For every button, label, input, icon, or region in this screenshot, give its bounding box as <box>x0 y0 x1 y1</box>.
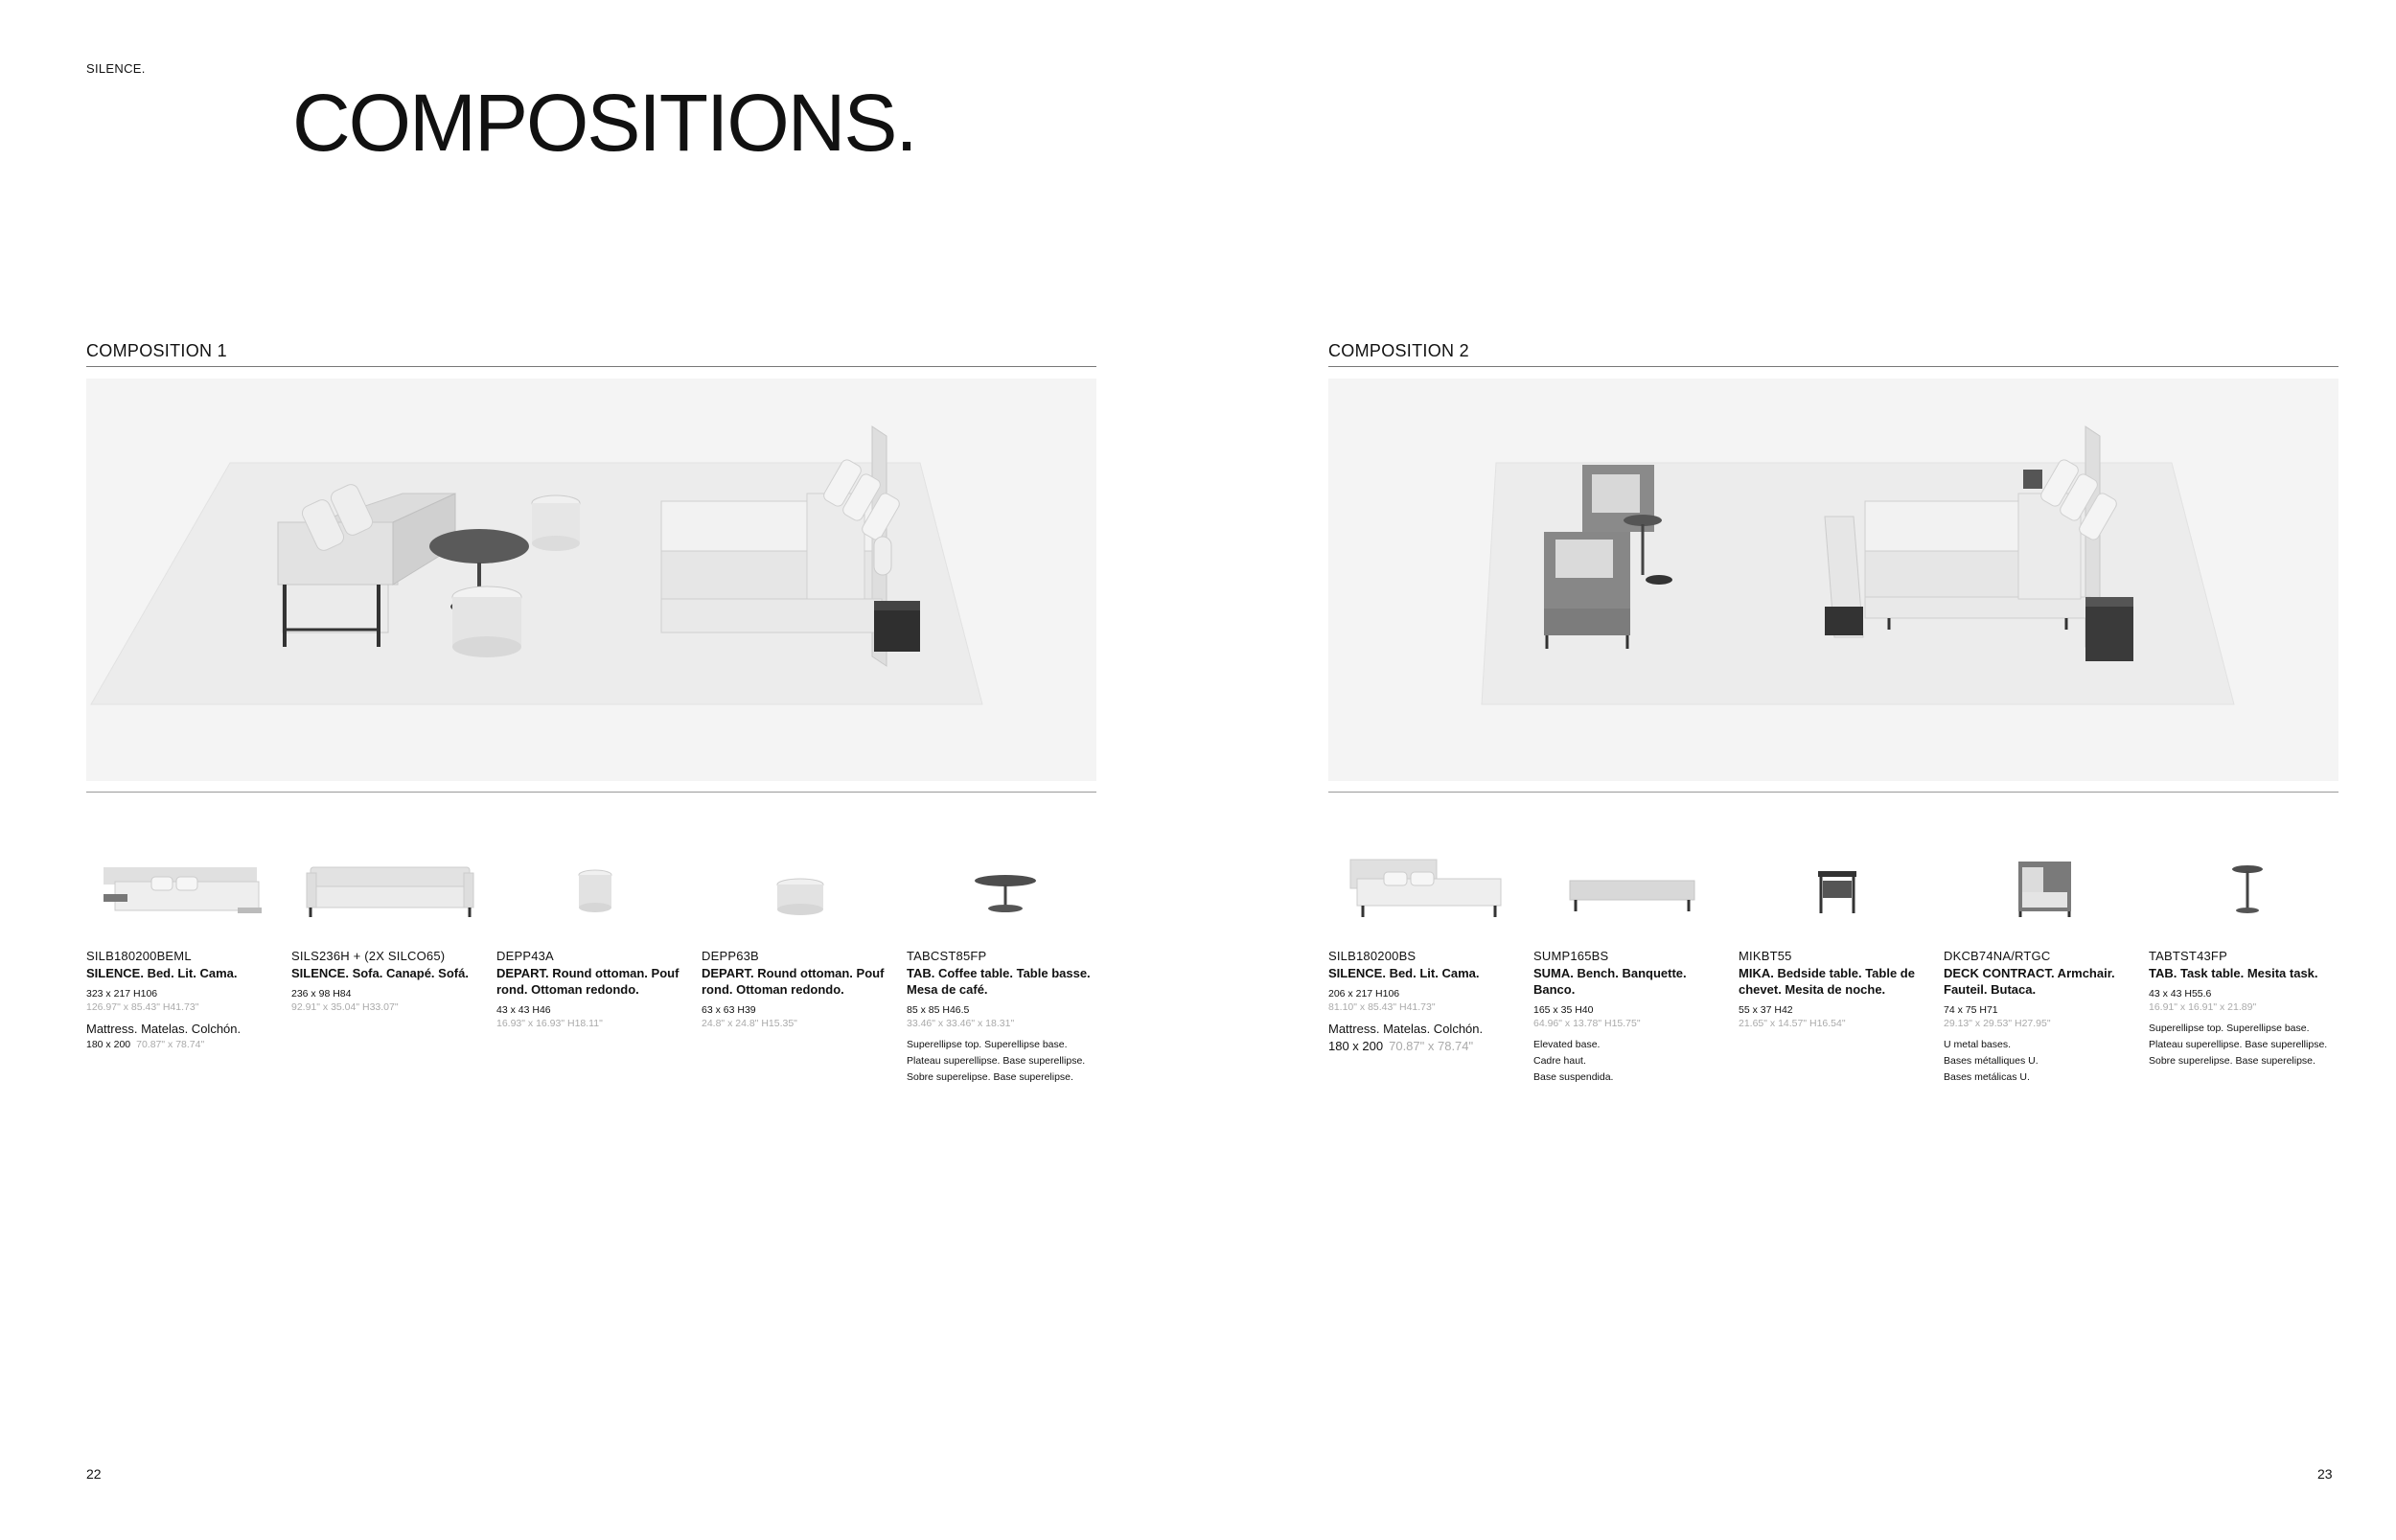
sofa-thumbnail-icon <box>299 848 481 925</box>
bedside-table-thumbnail-icon <box>1746 848 1928 925</box>
product-dimensions: 85 x 85 H46.5 <box>907 1004 970 1016</box>
product-notes <box>2149 1021 2345 1069</box>
page-number-right: 23 <box>2317 1466 2333 1482</box>
product-name: SILENCE. Bed. Lit. Cama. <box>1328 966 1480 980</box>
mattress-dims-imperial: 70.87" x 78.74" <box>136 1039 205 1050</box>
product-code: DKCB74NA/RTGC <box>1944 949 2051 963</box>
task-table-thumbnail-icon <box>2156 848 2338 925</box>
product-card <box>702 834 898 1029</box>
mattress-label: Mattress. Matelas. Colchón. <box>1328 1022 1484 1036</box>
product-card <box>1739 834 1935 1029</box>
bed-thumbnail-icon <box>1336 848 1518 925</box>
product-name: MIKA. Bedside table. Table de chevet. Mesita de noche. <box>1739 966 1915 997</box>
mattress-dimensions <box>86 1039 283 1050</box>
product-name: DEPART. Round ottoman. Pouf rond. Ottoman redondo. <box>496 966 680 997</box>
mattress-dims-metric: 180 x 200 <box>86 1039 131 1050</box>
product-thumbnail <box>496 834 693 939</box>
product-dimensions-imperial: 24.8" x 24.8" H15.35" <box>702 1018 797 1029</box>
mattress-label: Mattress. Matelas. Colchón. <box>86 1022 242 1036</box>
product-note: Base suspendida. <box>1533 1071 1614 1083</box>
product-card <box>86 834 283 1050</box>
product-card <box>907 834 1103 1086</box>
product-dimensions-imperial: 92.91" x 35.04" H33.07" <box>291 1001 399 1013</box>
divider <box>1328 792 2338 793</box>
product-thumbnail <box>1328 834 1525 939</box>
product-thumbnail <box>291 834 488 939</box>
product-code: DEPP63B <box>702 949 759 963</box>
product-note: U metal bases. <box>1944 1039 2012 1050</box>
product-code: SILB180200BS <box>1328 949 1417 963</box>
product-dimensions: 323 x 217 H106 <box>86 988 158 1000</box>
product-note: Elevated base. <box>1533 1039 1601 1050</box>
product-name: DECK CONTRACT. Armchair. Fauteil. Butaca. <box>1944 966 2115 997</box>
product-name: DEPART. Round ottoman. Pouf rond. Ottoman redondo. <box>702 966 885 997</box>
product-card <box>1328 834 1525 1053</box>
product-thumbnail <box>1739 834 1935 939</box>
product-card <box>291 834 488 1013</box>
composition-1-render <box>86 379 1096 781</box>
product-dimensions: 165 x 35 H40 <box>1533 1004 1594 1016</box>
product-name: TAB. Task table. Mesita task. <box>2149 966 2318 980</box>
divider <box>86 366 1096 367</box>
product-notes <box>907 1037 1103 1086</box>
product-notes <box>1944 1037 2140 1086</box>
product-name: SILENCE. Bed. Lit. Cama. <box>86 966 238 980</box>
mattress-dimensions <box>1328 1039 1525 1053</box>
product-dimensions: 236 x 98 H84 <box>291 988 352 1000</box>
product-note: Sobre superelipse. Base superelipse. <box>2149 1055 2315 1067</box>
product-name: SUMA. Bench. Banquette. Banco. <box>1533 966 1687 997</box>
page-title: COMPOSITIONS. <box>292 78 916 168</box>
composition-2-render <box>1328 379 2338 781</box>
product-dimensions: 43 x 43 H46 <box>496 1004 551 1016</box>
product-card <box>1533 834 1730 1086</box>
product-dimensions: 63 x 63 H39 <box>702 1004 756 1016</box>
product-code: MIKBT55 <box>1739 949 1792 963</box>
product-name: TAB. Coffee table. Table basse. Mesa de café. <box>907 966 1091 997</box>
product-dimensions-imperial: 126.97" x 85.43" H41.73" <box>86 1001 199 1013</box>
bench-thumbnail-icon <box>1541 848 1723 925</box>
product-dimensions: 206 x 217 H106 <box>1328 988 1400 1000</box>
divider <box>1328 366 2338 367</box>
product-dimensions: 43 x 43 H55.6 <box>2149 988 2212 1000</box>
mattress-dims-metric: 180 x 200 <box>1328 1039 1384 1053</box>
brand-label: SILENCE. <box>86 61 146 76</box>
product-dimensions-imperial: 33.46" x 33.46" x 18.31" <box>907 1018 1015 1029</box>
product-card <box>1944 834 2140 1086</box>
product-dimensions: 55 x 37 H42 <box>1739 1004 1793 1016</box>
product-notes <box>1533 1037 1730 1086</box>
product-card <box>2149 834 2345 1069</box>
product-note: Plateau superellipse. Base superellipse. <box>907 1055 1086 1067</box>
ottoman-thumbnail-icon <box>504 848 686 925</box>
room-scene-image <box>1328 379 2338 781</box>
product-note: Bases metálicas U. <box>1944 1071 2030 1083</box>
product-thumbnail <box>702 834 898 939</box>
product-name: SILENCE. Sofa. Canapé. Sofá. <box>291 966 469 980</box>
product-note: Superellipse top. Superellipse base. <box>2149 1023 2310 1034</box>
ottoman-thumbnail-icon <box>709 848 891 925</box>
product-code: TABTST43FP <box>2149 949 2227 963</box>
product-note: Superellipse top. Superellipse base. <box>907 1039 1068 1050</box>
page-number-left: 22 <box>86 1466 102 1482</box>
product-note: Sobre superelipse. Base superelipse. <box>907 1071 1073 1083</box>
product-dimensions-imperial: 16.93" x 16.93" H18.11" <box>496 1018 603 1029</box>
product-dimensions-imperial: 16.91" x 16.91" x 21.89" <box>2149 1001 2257 1013</box>
product-thumbnail <box>1944 834 2140 939</box>
product-thumbnail <box>907 834 1103 939</box>
divider <box>86 792 1096 793</box>
composition-title: COMPOSITION 2 <box>1328 341 1469 360</box>
product-note: Plateau superellipse. Base superellipse. <box>2149 1039 2328 1050</box>
product-code: SUMP165BS <box>1533 949 1609 963</box>
coffee-table-thumbnail-icon <box>914 848 1096 925</box>
product-note: Cadre haut. <box>1533 1055 1586 1067</box>
product-dimensions-imperial: 81.10" x 85.43" H41.73" <box>1328 1001 1436 1013</box>
product-code: TABCST85FP <box>907 949 987 963</box>
product-code: DEPP43A <box>496 949 554 963</box>
product-dimensions-imperial: 21.65" x 14.57" H16.54" <box>1739 1018 1846 1029</box>
product-dimensions-imperial: 29.13" x 29.53" H27.95" <box>1944 1018 2051 1029</box>
product-card <box>496 834 693 1029</box>
product-thumbnail <box>1533 834 1730 939</box>
product-thumbnail <box>2149 834 2345 939</box>
product-note: Bases métalliques U. <box>1944 1055 2039 1067</box>
room-scene-image <box>86 379 1096 781</box>
composition-title: COMPOSITION 1 <box>86 341 227 360</box>
product-code: SILS236H + (2X SILCO65) <box>291 949 446 963</box>
mattress-dims-imperial: 70.87" x 78.74" <box>1389 1039 1474 1053</box>
armchair-thumbnail-icon <box>1951 848 2133 925</box>
product-dimensions: 74 x 75 H71 <box>1944 1004 1998 1016</box>
product-dimensions-imperial: 64.96" x 13.78" H15.75" <box>1533 1018 1641 1029</box>
bed-thumbnail-icon <box>94 848 276 925</box>
product-thumbnail <box>86 834 283 939</box>
product-code: SILB180200BEML <box>86 949 192 963</box>
